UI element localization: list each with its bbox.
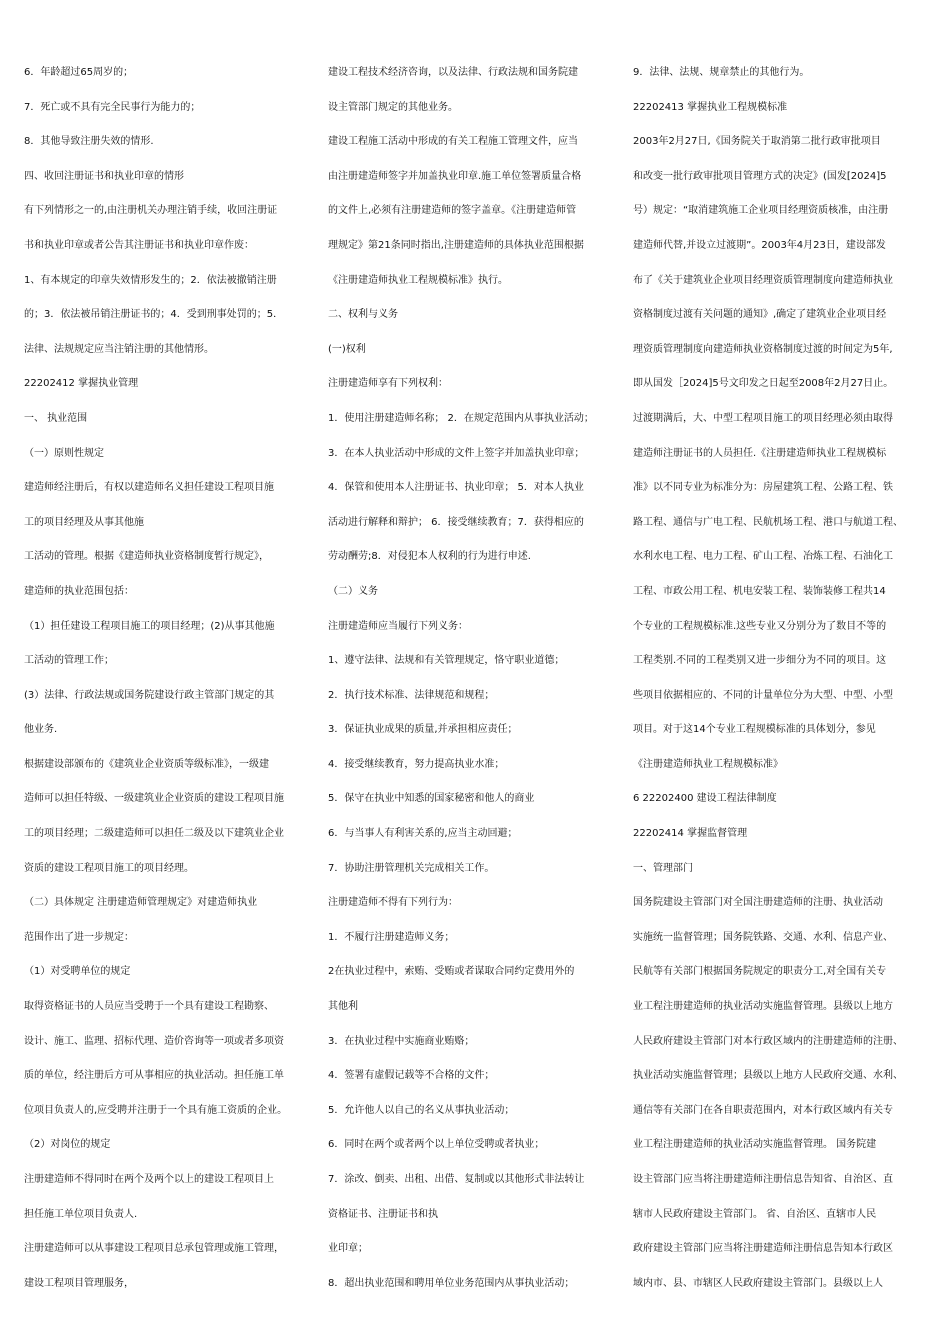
text-line: 政府建设主管部门应当将注册建造师注册信息告知本行政区: [633, 1243, 893, 1255]
text-line: 法律、法规规定应当注销注册的其他情形。: [24, 343, 214, 355]
text-line: 有下列情形之一的,由注册机关办理注销手续，收回注册证: [24, 205, 278, 217]
text-line: 国务院建设主管部门对全国注册建造师的注册、执业活动: [633, 897, 883, 909]
text-line: 民航等有关部门根据国务院规定的职责分工,对全国有关专: [633, 966, 887, 978]
text-line: （1）对受聘单位的规定: [24, 966, 131, 978]
text-line: （1）担任建设工程项目施工的项目经理；(2)从事其他施: [24, 620, 275, 632]
text-line: 工程、市政公用工程、机电安装工程、装饰装修工程共14: [633, 585, 886, 597]
text-line: 2003年2月27日,《国务院关于取消第二批行政审批项目: [633, 136, 881, 148]
text-line: 1．使用注册建造师名称； 2．在规定范围内从事执业活动；: [328, 412, 594, 424]
text-line: 注册建造师不得有下列行为：: [328, 897, 458, 909]
text-line: 个专业的工程规模标准.这些专业又分别分为了数目不等的: [633, 620, 887, 632]
text-line: 实施统一监督管理；国务院铁路、交通、水利、信息产业、: [633, 931, 893, 943]
text-line: （二）具体规定 注册建造师管理规定》对建造师执业: [24, 897, 258, 909]
text-line: 2．执行技术标准、法律规范和规程；: [328, 689, 495, 701]
text-line: 4．保管和使用本人注册证书、执业印章； 5．对本人执业: [328, 482, 584, 494]
text-line: 些项目依据相应的、不同的计量单位分为大型、中型、小型: [633, 689, 893, 701]
text-line: 22202412 掌握执业管理: [24, 378, 139, 390]
text-line: 22202413 掌握执业工程规模标准: [633, 101, 788, 113]
text-line: 路工程、通信与广电工程、民航机场工程、港口与航道工程、: [633, 516, 903, 528]
text-line: 即从国发［2024]5号文印发之日起至2008年2月27日止。: [633, 378, 894, 390]
text-line: 资格证书、注册证书和执: [328, 1208, 438, 1220]
text-line: 取得资格证书的人员应当受聘于一个具有建设工程勘察、: [24, 1001, 274, 1013]
text-line: 和改变一批行政审批项目管理方式的决定》(国发[2024]5: [633, 170, 887, 182]
text-line: 理规定》第21条同时指出,注册建造师的具体执业范围根据: [328, 239, 584, 251]
text-line: 22202414 掌握监督管理: [633, 828, 748, 840]
text-line: 活动进行解释和辩护； 6．接受继续教育；7．获得相应的: [328, 516, 584, 528]
text-line: 劳动酬劳;8．对侵犯本人权利的行为进行申述.: [328, 551, 531, 563]
text-line: 人民政府建设主管部门对本行政区域内的注册建造师的注册、: [633, 1035, 903, 1047]
text-line: 理资质管理制度向建造师执业资格制度过渡的时间定为5年,: [633, 343, 893, 355]
text-line: 质的单位，经注册后方可从事相应的执业活动。担任施工单: [24, 1070, 284, 1082]
text-line: 一、管理部门: [633, 862, 693, 874]
text-line: 3．在本人执业活动中形成的文件上签字并加盖执业印章；: [328, 447, 585, 459]
text-line: 资格制度过渡有关问题的通知》,确定了建筑业企业项目经: [633, 309, 887, 321]
text-line: 项目。对于这14个专业工程规模标准的具体划分，参见: [633, 724, 876, 736]
text-line: 工活动的管理。根据《建造师执业资格制度暂行规定》，: [24, 551, 269, 563]
text-line: 8．其他导致注册失效的情形.: [24, 136, 154, 148]
text-line: 业印章；: [328, 1243, 368, 1255]
text-line: 业工程注册建造师的执业活动实施监督管理。 国务院建: [633, 1139, 877, 1151]
text-line: 5．保守在执业中知悉的国家秘密和他人的商业: [328, 793, 535, 805]
text-line: 注册建造师享有下列权利：: [328, 378, 448, 390]
text-line: 工活动的管理工作；: [24, 655, 114, 667]
text-line: 范围作出了进一步规定：: [24, 931, 134, 943]
text-line: 建造师的执业范围包括：: [24, 585, 134, 597]
text-line: 4．接受继续教育，努力提高执业水准；: [328, 758, 505, 770]
text-line: 7．涂改、倒卖、出租、出借、复制或以其他形式非法转让: [328, 1174, 585, 1185]
text-line: 6．与当事人有利害关系的,应当主动回避；: [328, 828, 518, 840]
text-line: 6 22202400 建设工程法律制度: [633, 793, 777, 805]
text-line: 业工程注册建造师的执业活动实施监督管理。县级以上地方: [633, 1001, 893, 1013]
text-line: 布了《关于建筑业企业项目经理资质管理制度向建造师执业: [633, 274, 893, 286]
text-column-right: [633, 56, 913, 1301]
text-line: 工的项目经理及从事其他施: [24, 516, 144, 528]
text-line: 5．允许他人以自己的名义从事执业活动；: [328, 1104, 515, 1116]
text-line: 建造师注册证书的人员担任.《注册建造师执业工程规模标: [633, 447, 887, 459]
text-line: （二）义务: [328, 585, 378, 597]
text-line: 位项目负责人的,应受聘并注册于一个具有施工资质的企业。: [24, 1104, 288, 1116]
text-line: 建设工程技术经济咨询，以及法律、行政法规和国务院建: [328, 67, 578, 78]
text-line: 他业务.: [24, 724, 58, 736]
text-line: 3．保证执业成果的质量,并承担相应责任；: [328, 724, 518, 736]
text-line: 的；3．依法被吊销注册证书的；4．受到刑事处罚的；5．: [24, 309, 284, 321]
text-line: 辖市人民政府建设主管部门。 省、自治区、直辖市人民: [633, 1208, 877, 1220]
text-line: 水利水电工程、电力工程、矿山工程、冶炼工程、石油化工: [633, 551, 893, 563]
text-line: 设主管部门应当将注册建造师注册信息告知省、自治区、直: [633, 1174, 893, 1185]
text-line: 一、 执业范围: [24, 412, 88, 424]
text-line: 通信等有关部门在各自职责范围内，对本行政区域内有关专: [633, 1104, 893, 1116]
text-line: 6．同时在两个或者两个以上单位受聘或者执业；: [328, 1139, 545, 1151]
text-line: 注册建造师可以从事建设工程项目总承包管理或施工管理，: [24, 1243, 284, 1255]
text-line: 书和执业印章或者公告其注册证书和执业印章作废：: [24, 239, 254, 251]
text-line: 建造师经注册后，有权以建造师名义担任建设工程项目施: [24, 482, 274, 494]
text-line: 根据建设部颁布的《建筑业企业资质等级标准》，一级建: [24, 758, 269, 770]
text-line: 域内市、县、市辖区人民政府建设主管部门。县级以上人: [633, 1277, 883, 1289]
text-line: 注册建造师应当履行下列义务：: [328, 620, 468, 632]
text-line: (3）法律、行政法规或国务院建设行政主管部门规定的其: [24, 689, 275, 701]
text-line: 过渡期满后，大、中型工程项目施工的项目经理必须由取得: [633, 412, 893, 424]
text-line: 《注册建造师执业工程规模标准》: [633, 758, 783, 770]
text-line: 设主管部门规定的其他业务。: [328, 101, 458, 113]
text-line: 资质的建设工程项目施工的项目经理。: [24, 862, 194, 874]
text-line: 其他利: [328, 1001, 358, 1013]
text-line: 设计、施工、监理、招标代理、造价咨询等一项或者多项资: [24, 1035, 284, 1047]
text-line: 《注册建造师执业工程规模标准》执行。: [328, 274, 508, 286]
text-line: 工程类别.不同的工程类别又进一步细分为不同的项目。这: [633, 655, 887, 667]
text-column-middle: [328, 56, 606, 1301]
text-column-left: [24, 56, 302, 1301]
text-line: 建设工程项目管理服务，: [24, 1277, 134, 1289]
text-line: 4．签署有虚假记载等不合格的文件；: [328, 1070, 495, 1082]
text-line: 执业活动实施监督管理；县级以上地方人民政府交通、水利、: [633, 1070, 903, 1082]
text-line: 6．年龄超过65周岁的；: [24, 67, 134, 78]
text-line: 的文件上,必须有注册建造师的签字盖章。《注册建造师管: [328, 205, 577, 217]
text-line: 3．在执业过程中实施商业贿赂；: [328, 1035, 475, 1047]
text-line: 由注册建造师签字并加盖执业印章.施工单位签署质量合格: [328, 170, 582, 182]
text-line: 准》以不同专业为标准分为：房屋建筑工程、公路工程、铁: [633, 482, 893, 494]
text-line: 工的项目经理；二级建造师可以担任二级及以下建筑业企业: [24, 828, 284, 840]
text-line: 8．超出执业范围和聘用单位业务范围内从事执业活动；: [328, 1277, 575, 1289]
text-line: 担任施工单位项目负责人.: [24, 1208, 138, 1220]
text-line: (一)权利: [328, 343, 366, 355]
text-line: 造师可以担任特级、一级建筑业企业资质的建设工程项目施: [24, 793, 284, 805]
text-line: 7．协助注册管理机关完成相关工作。: [328, 862, 495, 874]
text-line: （2）对岗位的规定: [24, 1139, 111, 1151]
text-line: 建造师代替,并设立过渡期”。2003年4月23日，建设部发: [633, 239, 886, 251]
text-line: 7．死亡或不具有完全民事行为能力的；: [24, 101, 201, 113]
text-line: 四、收回注册证书和执业印章的情形: [24, 170, 184, 182]
text-line: 号）规定：“取消建筑施工企业项目经理资质核准，由注册: [633, 205, 889, 217]
text-line: 二、权利与义务: [328, 309, 398, 321]
text-line: 9．法律、法规、规章禁止的其他行为。: [633, 67, 810, 78]
text-line: 1．不履行注册建造师义务；: [328, 931, 455, 943]
text-line: 建设工程施工活动中形成的有关工程施工管理文件，应当: [328, 136, 578, 148]
text-line: 注册建造师不得同时在两个及两个以上的建设工程项目上: [24, 1174, 274, 1185]
text-line: （一）原则性规定: [24, 447, 104, 459]
text-line: 2在执业过程中，索贿、受贿或者谋取合同约定费用外的: [328, 966, 575, 978]
text-line: 1、有本规定的印章失效情形发生的；2．依法被撤销注册: [24, 274, 277, 286]
text-line: 1、遵守法律、法规和有关管理规定，恪守职业道德；: [328, 655, 565, 667]
